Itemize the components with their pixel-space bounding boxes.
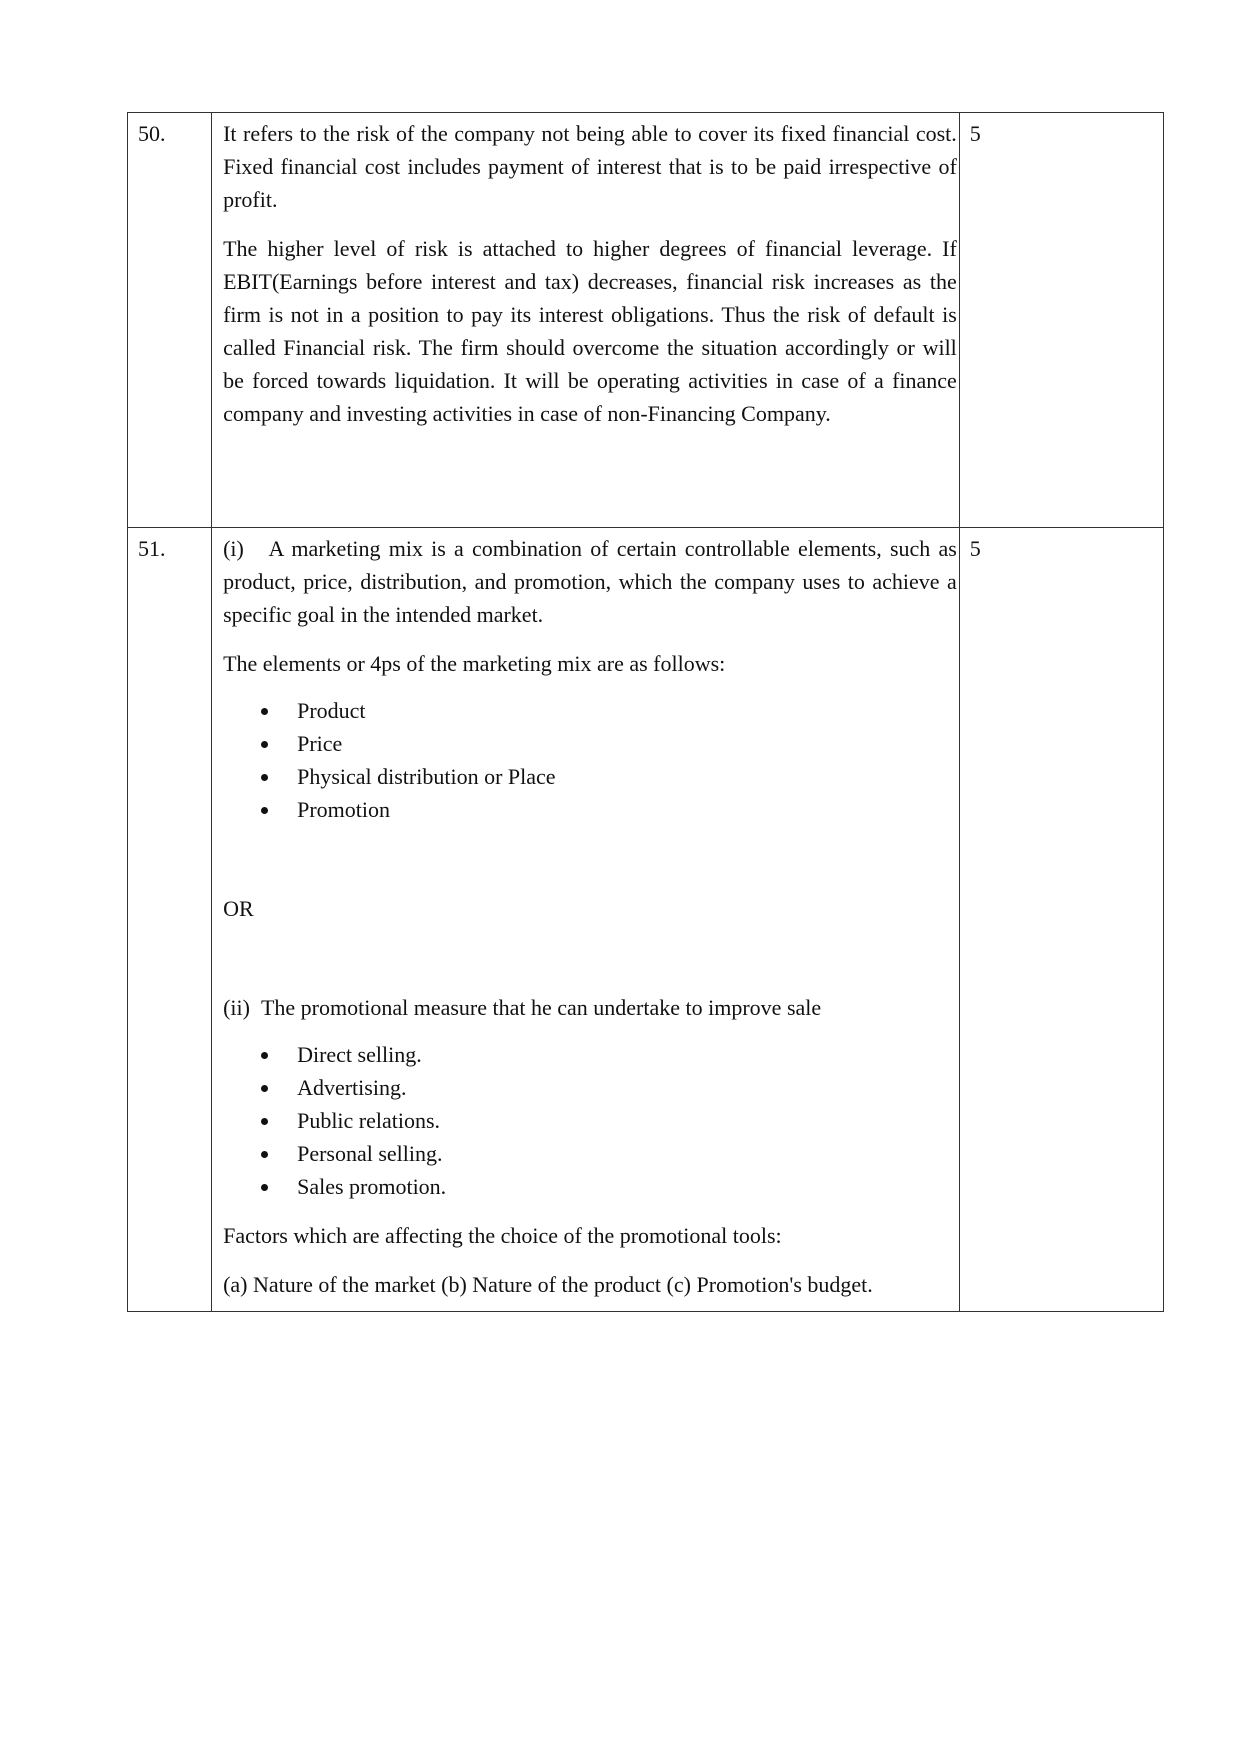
part-i-paragraph bbox=[223, 532, 957, 631]
bullet-icon bbox=[261, 741, 268, 748]
part-ii-label: (ii) bbox=[223, 995, 250, 1020]
bullet-icon bbox=[261, 1085, 268, 1092]
part-ii-paragraph bbox=[223, 991, 957, 1024]
list-item: Physical distribution or Place bbox=[223, 760, 957, 793]
part-i-text: A marketing mix is a combination of certain controllable elements, such as product, price, distribution, and promotion, which the company uses to achieve a specific goal in the intended market. bbox=[223, 536, 957, 627]
list-item: Direct selling. bbox=[223, 1038, 957, 1071]
elements-intro: The elements or 4ps of the marketing mix are as follows: bbox=[223, 651, 726, 676]
table-row bbox=[128, 528, 1164, 1312]
list-item: Promotion bbox=[223, 793, 957, 826]
bullet-icon bbox=[261, 1151, 268, 1158]
list-item: Sales promotion. bbox=[223, 1170, 957, 1203]
list-item: Public relations. bbox=[223, 1104, 957, 1137]
part-ii-text: The promotional measure that he can undertake to improve sale bbox=[260, 995, 822, 1020]
question-number: 50. bbox=[128, 113, 212, 528]
answer-cell bbox=[212, 113, 960, 528]
list-item: Price bbox=[223, 727, 957, 760]
factors-intro: Factors which are affecting the choice of the promotional tools: bbox=[223, 1223, 782, 1248]
bullet-icon bbox=[261, 1052, 268, 1059]
list-item: Product bbox=[223, 694, 957, 727]
question-number: 51. bbox=[128, 528, 212, 1312]
bullet-icon bbox=[261, 1184, 268, 1191]
marketing-mix-list bbox=[223, 694, 957, 826]
list-item: Personal selling. bbox=[223, 1137, 957, 1170]
bullet-icon bbox=[261, 774, 268, 781]
bullet-icon bbox=[261, 807, 268, 814]
answer-table bbox=[127, 112, 1164, 1312]
bullet-icon bbox=[261, 708, 268, 715]
answer-paragraph: It refers to the risk of the company not being able to cover its fixed financial cost. Fixed financial cost includes payment of interest that is to be paid irrespective of profit. bbox=[223, 121, 957, 212]
list-item: Advertising. bbox=[223, 1071, 957, 1104]
marks: 5 bbox=[959, 113, 1163, 528]
promotional-measures-list bbox=[223, 1038, 957, 1203]
marks: 5 bbox=[959, 528, 1163, 1312]
answer-paragraph: The higher level of risk is attached to higher degrees of financial leverage. If EBIT(Earnings before interest and tax) decreases, financial risk increases as the firm is not in a position to pay its interest obligations. Thus the risk of default is called Financial risk. The firm should overcome the situation accordingly or will be forced towards liquidation. It will be operating activities in case of a finance company and investing activities in case of non-Financing Company. bbox=[223, 236, 957, 426]
table-row bbox=[128, 113, 1164, 528]
or-label: OR bbox=[223, 896, 254, 921]
bullet-icon bbox=[261, 1118, 268, 1125]
answer-cell bbox=[212, 528, 960, 1312]
factors-list: (a) Nature of the market (b) Nature of the product (c) Promotion's budget. bbox=[223, 1272, 873, 1297]
part-i-label: (i) bbox=[223, 536, 244, 561]
